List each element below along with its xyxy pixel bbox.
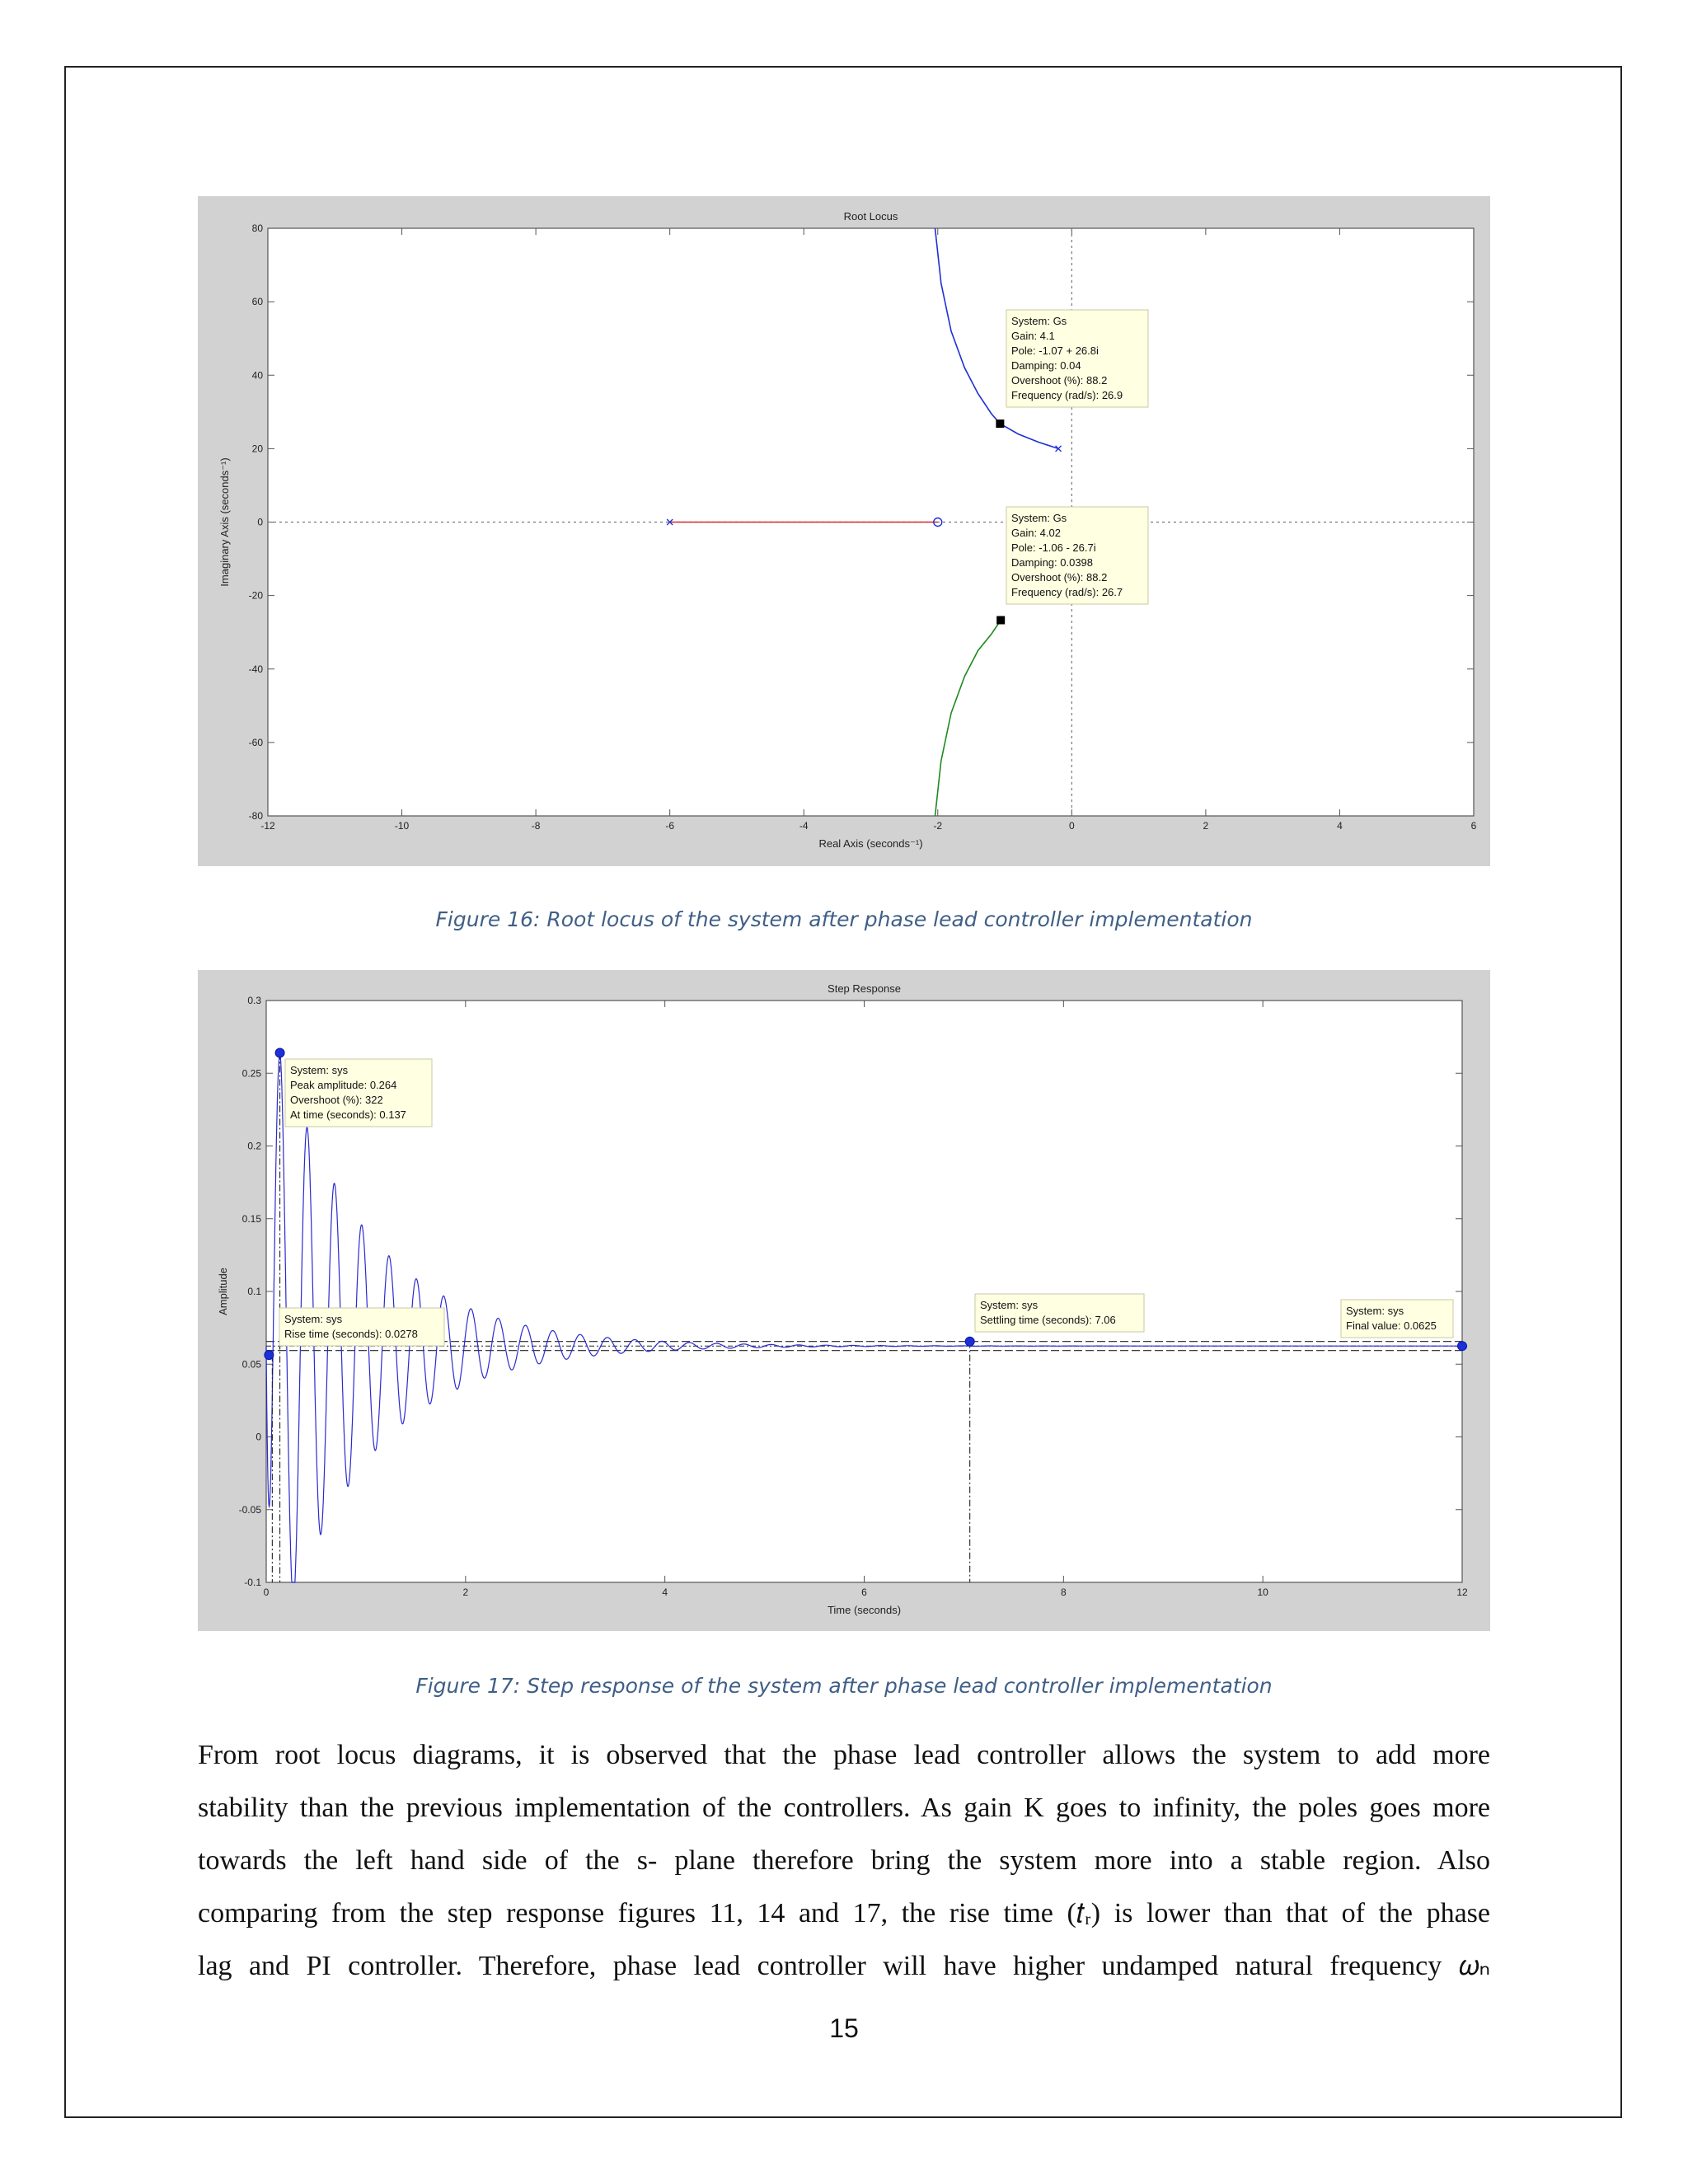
body-line: From root locus diagrams, it is observed that the phase lead controller allows the system to add more (198, 1740, 1490, 1770)
datatip-line: Damping: 0.0398 (1011, 556, 1094, 569)
figure-16-caption: Figure 16: Root locus of the system after phase lead controller implementation (435, 907, 1253, 931)
y-tick-label: -80 (248, 810, 263, 822)
datatip-marker (965, 1337, 974, 1346)
chart-title: Step Response (828, 982, 901, 995)
y-tick-label: -40 (248, 663, 263, 675)
x-tick-label: -8 (531, 820, 541, 832)
y-tick-label: 20 (251, 443, 263, 455)
y-tick-label: 0.3 (247, 995, 261, 1006)
datatip-marker (275, 1048, 284, 1057)
x-tick-label: 2 (462, 1586, 469, 1598)
y-tick-label: 40 (251, 369, 263, 382)
root-locus-chart (198, 196, 1490, 866)
datatip-line: Frequency (rad/s): 26.7 (1011, 586, 1123, 598)
datatip-line: System: Gs (1011, 315, 1067, 327)
x-tick-label: -10 (394, 820, 410, 832)
datatip-peak (285, 1059, 432, 1127)
x-tick-label: 4 (1337, 820, 1343, 832)
x-tick-label: 4 (662, 1586, 668, 1598)
x-tick-label: -12 (260, 820, 275, 832)
x-tick-label: -4 (799, 820, 809, 832)
y-tick-label: 0.15 (241, 1212, 261, 1225)
y-tick-label: 0.25 (241, 1067, 261, 1080)
body-line: stability than the previous implementation of the controllers. As gain K goes to infinity, the poles goes more (198, 1793, 1490, 1823)
x-tick-label: 8 (1060, 1586, 1067, 1598)
step-response-chart (198, 970, 1490, 1631)
body-line: towards the left hand side of the s- plane therefore bring the system more into a stable region. Also (198, 1845, 1490, 1876)
plot-area (266, 1001, 1462, 1582)
datatip-line: Peak amplitude: 0.264 (290, 1079, 397, 1091)
datatip-marker (265, 1351, 274, 1360)
step-response-figure (198, 970, 1490, 1631)
datatip-line: Damping: 0.04 (1011, 359, 1081, 372)
y-tick-label: -0.05 (238, 1503, 261, 1516)
datatip-line: System: sys (1346, 1305, 1404, 1317)
y-tick-label: -20 (248, 589, 263, 602)
x-tick-label: 12 (1456, 1586, 1468, 1598)
y-tick-label: 0.2 (247, 1140, 261, 1152)
x-tick-label: 0 (1068, 820, 1075, 832)
x-tick-label: 6 (861, 1586, 867, 1598)
datatip-line: Frequency (rad/s): 26.9 (1011, 389, 1123, 401)
y-tick-label: -60 (248, 736, 263, 748)
datatip-line: Gain: 4.02 (1011, 527, 1061, 539)
datatip-line: System: sys (284, 1313, 343, 1325)
x-tick-label: -2 (933, 820, 943, 832)
x-tick-label: 10 (1257, 1586, 1268, 1598)
datatip-lower-pole (1006, 507, 1148, 604)
datatip-line: Pole: -1.07 + 26.8i (1011, 344, 1099, 357)
datatip-rise-time (279, 1308, 444, 1346)
page-number: 15 (829, 2013, 859, 2043)
datatip-marker (1458, 1342, 1467, 1351)
datatip-line: Overshoot (%): 88.2 (1011, 571, 1108, 583)
datatip-line: Settling time (seconds): 7.06 (980, 1314, 1116, 1326)
datatip-marker (996, 616, 1005, 624)
y-tick-label: 0.1 (247, 1286, 261, 1297)
x-axis-label: Time (seconds) (827, 1604, 902, 1616)
datatip-line: System: sys (290, 1064, 349, 1076)
datatip-line: Gain: 4.1 (1011, 330, 1055, 342)
datatip-marker (996, 419, 1004, 428)
datatip-line: System: Gs (1011, 512, 1067, 524)
x-tick-label: -6 (665, 820, 675, 832)
datatip-line: System: sys (980, 1299, 1039, 1311)
body-paragraph (198, 1729, 1490, 1993)
datatip-settling-time (975, 1294, 1144, 1332)
datatip-upper-pole (1006, 310, 1148, 407)
y-tick-label: 0 (256, 1431, 261, 1443)
datatip-line: Overshoot (%): 88.2 (1011, 374, 1108, 387)
body-line: comparing from the step response figures 11, 14 and 17, the rise time (𝑡ᵣ) is lower than that of the phase (198, 1898, 1490, 1929)
datatip-line: Pole: -1.06 - 26.7i (1011, 541, 1096, 554)
y-axis-label: Imaginary Axis (seconds⁻¹) (218, 457, 231, 587)
body-line: lag and PI controller. Therefore, phase lead controller will have higher undamped natural frequency 𝜔ₙ (198, 1951, 1490, 1981)
x-axis-label: Real Axis (seconds⁻¹) (818, 837, 923, 850)
figure-17-caption: Figure 17: Step response of the system after phase lead controller implementation (415, 1674, 1273, 1698)
x-tick-label: 0 (263, 1586, 270, 1598)
datatip-line: Rise time (seconds): 0.0278 (284, 1328, 418, 1340)
x-tick-label: 2 (1203, 820, 1209, 832)
root-locus-figure (198, 196, 1490, 866)
datatip-line: At time (seconds): 0.137 (290, 1108, 406, 1121)
y-tick-label: 80 (251, 223, 263, 234)
y-tick-label: -0.1 (244, 1577, 261, 1588)
datatip-final-value (1341, 1300, 1453, 1338)
y-tick-label: 0.05 (241, 1358, 261, 1371)
y-tick-label: 60 (251, 296, 263, 308)
x-tick-label: 6 (1470, 820, 1477, 832)
datatip-line: Final value: 0.0625 (1346, 1319, 1437, 1332)
y-axis-label: Amplitude (217, 1268, 229, 1315)
datatip-line: Overshoot (%): 322 (290, 1094, 383, 1106)
y-tick-label: 0 (257, 516, 263, 528)
chart-title: Root Locus (843, 210, 898, 223)
